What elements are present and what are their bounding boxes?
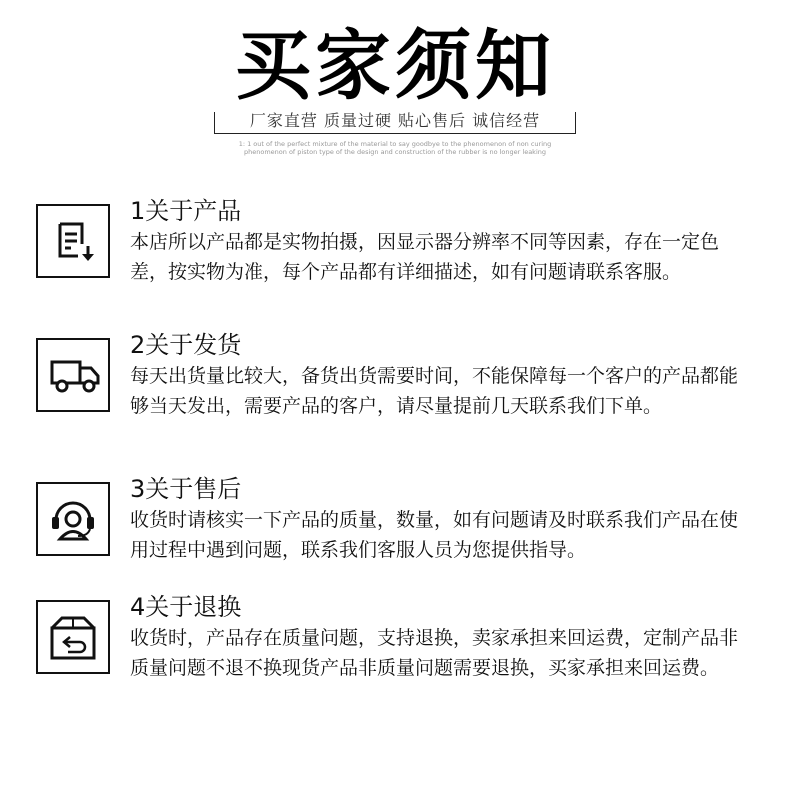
delivery-truck-icon (36, 338, 110, 412)
subtitle-text: 厂家直营 质量过硬 贴心售后 诚信经营 (249, 111, 541, 130)
document-download-icon (36, 204, 110, 278)
section-body: 本店所以产品都是实物拍摄，因显示器分辨率不同等因素，存在一定色差，按实物为准，每个产品都有详细描述，如有问题请联系客服。 (130, 231, 720, 283)
section-title: 2关于发货 (130, 331, 242, 359)
section-body: 每天出货量比较大，备货出货需要时间，不能保障每一个客户的产品都能够当天发出，需要产品的客户，请尽量提前几天联系我们下单。 (130, 365, 739, 417)
section-title: 4关于退换 (130, 593, 242, 621)
fine-print: 1: 1 out of the perfect mixture of the material to say goodbye to the phenomenon of non curing phenomenon of piston type of the design and construction of the rubber is no longer leaking (238, 140, 552, 156)
return-box-icon (36, 600, 110, 674)
page-title: 买家须知 (235, 21, 555, 110)
section-title: 1关于产品 (130, 197, 242, 225)
section-body: 收货时请核实一下产品的质量，数量，如有问题请及时联系我们产品在使用过程中遇到问题，联系我们客服人员为您提供指导。 (130, 509, 739, 561)
section-title: 3关于售后 (130, 475, 242, 503)
section-body: 收货时，产品存在质量问题，支持退换，卖家承担来回运费，定制产品非质量问题不退不换现货产品非质量问题需要退换，买家承担来回运费。 (130, 627, 739, 679)
customer-service-icon (36, 482, 110, 556)
subtitle-banner (214, 108, 576, 134)
